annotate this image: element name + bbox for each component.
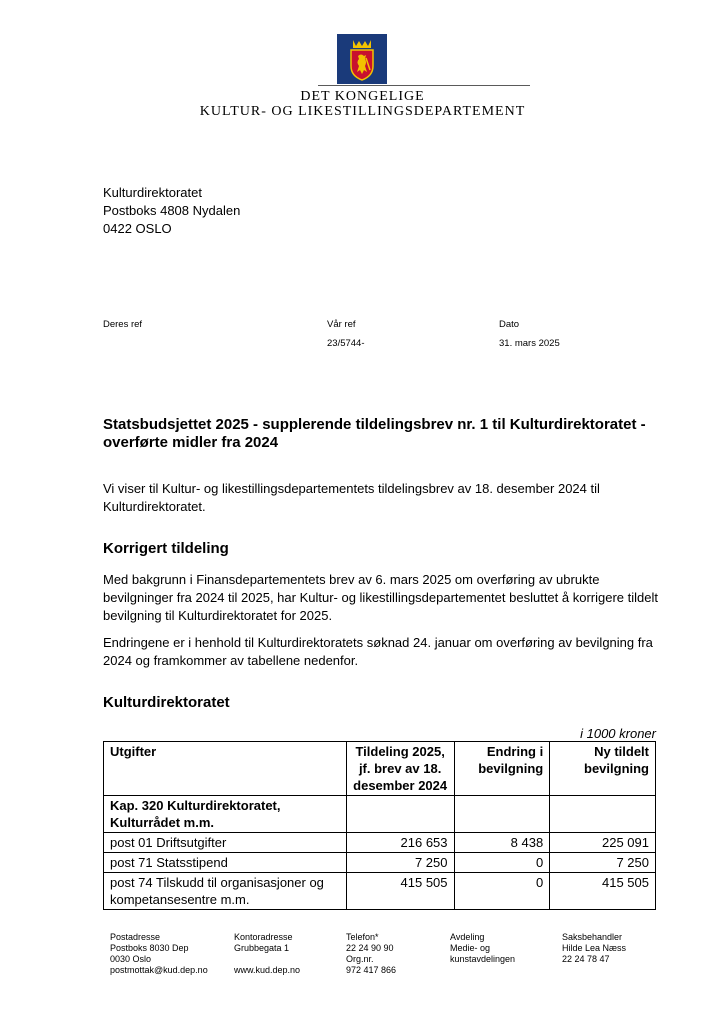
footer-text: 22 24 90 90: [346, 943, 394, 953]
section-heading-kulturdirektoratet: Kulturdirektoratet: [103, 694, 230, 711]
letter-title: Statsbudsjettet 2025 - supplerende tildelingsbrev nr. 1 til Kulturdirektoratet - overførte midler fra 2024: [103, 416, 646, 451]
table-row: [104, 833, 656, 853]
ministry-name-line2: KULTUR- OG LIKESTILLINGSDEPARTEMENT: [199, 104, 526, 119]
footer-text: Hilde Lea Næss: [562, 943, 627, 953]
footer-text: Postboks 8030 Dep: [110, 943, 189, 953]
row-ny: 225 091: [550, 833, 656, 853]
section-heading-korrigert: Korrigert tildeling: [103, 540, 229, 557]
row-label: post 71 Statsstipend: [104, 853, 347, 873]
dato-value: 31. mars 2025: [499, 338, 560, 349]
table-row: [104, 853, 656, 873]
budget-table: [103, 741, 656, 910]
footer-spacer: [234, 954, 300, 965]
footer-label: Telefon*: [346, 932, 379, 942]
chapter-row: [104, 796, 656, 833]
recipient-name: Kulturdirektoratet: [103, 185, 202, 200]
footer-text: Medie- og: [450, 943, 491, 953]
table-row: [104, 873, 656, 910]
footer-avdeling: [450, 932, 515, 965]
footer-text: 972 417 866: [346, 965, 397, 975]
footer-telefon: [346, 932, 396, 976]
header-tildeling: Tildeling 2025, jf. brev av 18. desember 2024: [346, 742, 454, 796]
chapter-empty-cell: [346, 796, 454, 833]
header-ny-tildelt: Ny tildelt bevilgning: [550, 742, 656, 796]
row-endring: 0: [454, 853, 550, 873]
header-rule: [318, 85, 530, 86]
table-unit: i 1000 kroner: [580, 726, 656, 741]
row-tildeling: 415 505: [346, 873, 454, 910]
recipient-city: 0422 OSLO: [103, 221, 172, 236]
footer-saksbehandler: [562, 932, 626, 965]
row-endring: 0: [454, 873, 550, 910]
row-ny: 7 250: [550, 853, 656, 873]
footer-text: Org.nr.: [346, 954, 374, 964]
footer-email: postmottak@kud.dep.no: [110, 965, 208, 975]
recipient-street: Postboks 4808 Nydalen: [103, 203, 241, 218]
row-tildeling: 7 250: [346, 853, 454, 873]
row-label: post 01 Driftsutgifter: [104, 833, 347, 853]
chapter-label: Kap. 320 Kulturdirektoratet, Kulturrådet m.m.: [104, 796, 347, 833]
footer-website: www.kud.dep.no: [234, 965, 301, 975]
footer-label: Postadresse: [110, 932, 161, 942]
section1-paragraph2: Endringene er i henhold til Kulturdirektoratets søknad 24. januar om overføring av bevilgning fra 2024 og framkommer av tabellene nedenfor.: [103, 635, 653, 668]
chapter-empty-cell: [454, 796, 550, 833]
footer-text: 0030 Oslo: [110, 954, 152, 964]
footer-label: Saksbehandler: [562, 932, 623, 942]
footer-label: Avdeling: [450, 932, 485, 942]
footer-text: kunstavdelingen: [450, 954, 516, 964]
row-ny: 415 505: [550, 873, 656, 910]
header-endring: Endring i bevilgning: [454, 742, 550, 796]
row-endring: 8 438: [454, 833, 550, 853]
recipient-address: [103, 184, 240, 238]
deres-ref-label: Deres ref: [103, 319, 143, 330]
footer-label: Kontoradresse: [234, 932, 293, 942]
ministry-name-line1: DET KONGELIGE: [300, 89, 425, 104]
coat-of-arms-icon: [337, 34, 387, 84]
chapter-empty-cell: [550, 796, 656, 833]
footer-kontoradresse: [234, 932, 300, 976]
table-header-row: [104, 742, 656, 796]
footer-text: Grubbegata 1: [234, 943, 290, 953]
var-ref-label: Vår ref: [327, 319, 356, 330]
dato-label: Dato: [499, 319, 520, 330]
var-ref-value: 23/5744-: [327, 338, 365, 349]
footer-postadresse: [110, 932, 208, 976]
row-tildeling: 216 653: [346, 833, 454, 853]
section1-paragraph1: Med bakgrunn i Finansdepartementets brev av 6. mars 2025 om overføring av ubrukte bevilgninger fra 2024 til 2025, har Kultur- og likestillingsdepartementet besluttet å korrigere tildelt bevilgning til Kulturdirektoratet for 2025.: [103, 572, 658, 623]
intro-paragraph: Vi viser til Kultur- og likestillingsdepartementets tildelingsbrev av 18. desember 2024 til Kulturdirektoratet.: [103, 481, 600, 514]
footer-text: 22 24 78 47: [562, 954, 610, 964]
row-label: post 74 Tilskudd til organisasjoner og kompetansesentre m.m.: [104, 873, 347, 910]
header-utgifter: Utgifter: [104, 742, 347, 796]
